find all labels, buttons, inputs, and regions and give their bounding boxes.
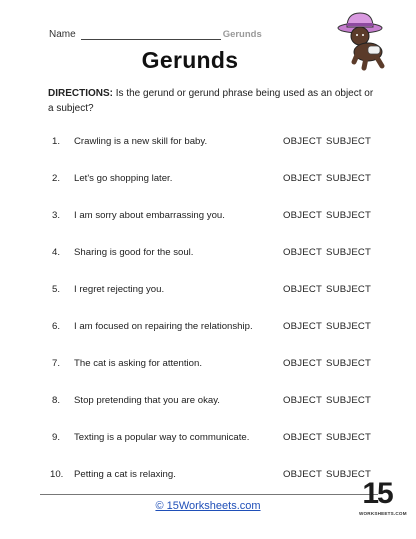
crawling-baby-with-hat-icon	[330, 10, 392, 74]
directions-text: Is the gerund or gerund phrase being used as an object or a subject?	[48, 88, 374, 114]
question-sentence: The cat is asking for attention.	[74, 358, 202, 369]
object-option[interactable]: OBJECT	[283, 136, 323, 147]
logo-digits: 15	[362, 477, 392, 510]
question-row	[0, 284, 416, 298]
question-sentence: Crawling is a new skill for baby.	[74, 136, 208, 147]
topic-line	[209, 30, 221, 40]
object-option[interactable]: OBJECT	[283, 210, 323, 221]
question-number: 5.	[52, 284, 61, 295]
object-option[interactable]: OBJECT	[283, 284, 323, 295]
object-option[interactable]: OBJECT	[283, 469, 323, 480]
object-option[interactable]: OBJECT	[283, 358, 323, 369]
object-option[interactable]: OBJECT	[283, 395, 323, 406]
question-number: 1.	[52, 136, 61, 147]
question-sentence: I regret rejecting you.	[74, 284, 165, 295]
question-number: 9.	[52, 432, 61, 443]
object-option[interactable]: OBJECT	[283, 173, 323, 184]
footer	[0, 500, 416, 512]
logo-brand-text: WORKSHEETS.COM	[359, 511, 407, 516]
question-number: 6.	[52, 321, 61, 332]
question-row	[0, 432, 416, 446]
subject-option[interactable]: SUBJECT	[326, 321, 372, 332]
question-sentence: I am sorry about embarrassing you.	[74, 210, 225, 221]
question-number: 3.	[52, 210, 61, 221]
question-row	[0, 358, 416, 372]
question-sentence: Stop pretending that you are okay.	[74, 395, 220, 406]
question-sentence: Texting is a popular way to communicate.	[74, 432, 250, 443]
question-row	[0, 136, 416, 150]
question-number: 4.	[52, 247, 61, 258]
subject-option[interactable]: SUBJECT	[326, 210, 372, 221]
subject-option[interactable]: SUBJECT	[326, 284, 372, 295]
question-row	[0, 469, 416, 483]
name-blank-line	[81, 30, 209, 40]
footer-divider	[40, 494, 378, 495]
subject-option[interactable]: SUBJECT	[326, 358, 372, 369]
question-sentence: Sharing is good for the soul.	[74, 247, 194, 258]
subject-option[interactable]: SUBJECT	[326, 247, 372, 258]
subject-option[interactable]: SUBJECT	[326, 173, 372, 184]
subject-option[interactable]: SUBJECT	[326, 432, 372, 443]
object-option[interactable]: OBJECT	[283, 247, 323, 258]
page-title: Gerunds	[141, 47, 239, 73]
question-number: 2.	[52, 173, 61, 184]
question-row	[0, 395, 416, 409]
copyright-link[interactable]: © 15Worksheets.com	[155, 500, 261, 512]
subject-option[interactable]: SUBJECT	[326, 469, 372, 480]
question-row	[0, 321, 416, 335]
directions	[48, 86, 378, 116]
question-number: 7.	[52, 358, 61, 369]
question-number: 8.	[52, 395, 61, 406]
subject-option[interactable]: SUBJECT	[326, 136, 372, 147]
object-option[interactable]: OBJECT	[283, 321, 323, 332]
object-option[interactable]: OBJECT	[283, 432, 323, 443]
question-number: 10.	[50, 469, 64, 480]
name-label: Name	[49, 29, 76, 40]
question-row	[0, 210, 416, 224]
directions-label: DIRECTIONS:	[48, 88, 113, 99]
question-sentence: I am focused on repairing the relationship.	[74, 321, 253, 332]
question-row	[0, 247, 416, 261]
question-sentence: Let's go shopping later.	[74, 173, 173, 184]
topic-label: Gerunds	[222, 29, 262, 40]
brand-logo	[359, 477, 407, 520]
question-sentence: Petting a cat is relaxing.	[74, 469, 176, 480]
subject-option[interactable]: SUBJECT	[326, 395, 372, 406]
name-row	[49, 24, 262, 40]
question-row	[0, 173, 416, 187]
